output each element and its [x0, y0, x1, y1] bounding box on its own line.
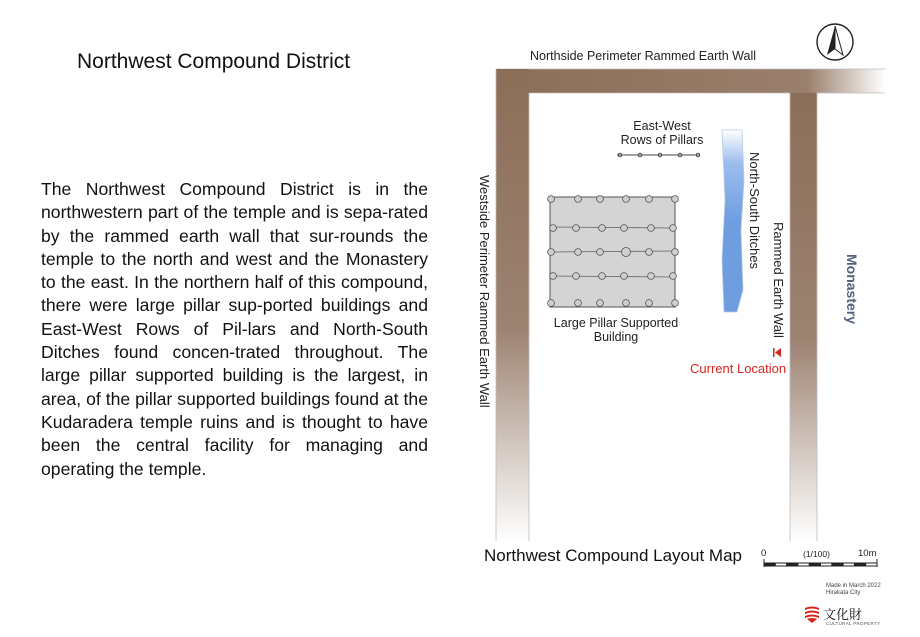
logo-text: 文化財 [823, 608, 863, 623]
east-wall-label: Rammed Earth Wall [771, 222, 786, 338]
pillar-mark [599, 225, 606, 232]
pillar-mark [575, 196, 582, 203]
pillar-mark [672, 196, 679, 203]
made-city: Hirakata City [826, 590, 861, 596]
pillar-mark [623, 300, 630, 307]
pillar-mark [648, 225, 655, 232]
building-label-line2: Building [593, 330, 639, 344]
scale-bar [764, 559, 877, 567]
scale-ratio: (1/100) [803, 549, 830, 559]
pillar-mark [621, 273, 628, 280]
scale-start: 0 [761, 548, 767, 559]
current-location-marker [773, 348, 781, 357]
building-label [546, 316, 686, 344]
east-west-pillar-rows [617, 153, 700, 157]
pillar-mark [548, 249, 555, 256]
pillar-mark [597, 196, 604, 203]
made-credit [826, 583, 881, 597]
rows-label [617, 119, 707, 147]
large-pillar-building [548, 196, 679, 307]
north-wall-label: Northside Perimeter Rammed Earth Wall [530, 49, 756, 63]
pillar-mark [573, 225, 580, 232]
pillar-mark [672, 249, 679, 256]
logo-subtext: CULTURAL PROPERTY [826, 621, 881, 626]
pillar-mark [646, 249, 653, 256]
pillar-mark [672, 300, 679, 307]
scale-end: 10m [858, 548, 877, 559]
north-arrow-icon [817, 24, 853, 60]
pillar-mark [646, 300, 653, 307]
pillar-mark [648, 273, 655, 280]
page-title: Northwest Compound District [77, 50, 351, 73]
pillar-mark [550, 273, 557, 280]
pillar-mark [597, 300, 604, 307]
pillar-mark [622, 248, 631, 257]
pillar-mark [550, 225, 557, 232]
made-date: Made in March 2022 [826, 583, 881, 589]
pillar-mark [670, 273, 677, 280]
pillar-mark [621, 225, 628, 232]
current-location-label: Current Location [690, 361, 787, 376]
north-south-ditch [722, 130, 744, 312]
description-text: The Northwest Compound District is in the northwestern part of the temple and is sepa-rated by the rammed earth wall that sur-rounds the temple to the north and west and the Monastery to the east. In the northern half of this compound, there were large pillar sup-ported buildings and East-West Rows of Pil-lars and North-South Ditches found concen-trated throughout. The large pillar supported building is the largest, in area, of the pillar supported buildings found at the Kudaradera temple ruins and is thought to have been the central facility for managing and operating the temple. [41, 179, 428, 479]
west-wall-label: Westside Perimeter Rammed Earth Wall [477, 175, 492, 408]
west-wall [496, 69, 529, 541]
pillar-mark [575, 249, 582, 256]
rows-label-line1: East-West [633, 119, 691, 133]
layout-map-title: Northwest Compound Layout Map [484, 546, 742, 565]
pillar-mark [623, 196, 630, 203]
building-label-line1: Large Pillar Supported [553, 316, 679, 330]
east-wall [790, 93, 817, 541]
pillar-mark [670, 225, 677, 232]
rows-label-line2: Rows of Pillars [620, 133, 704, 147]
monastery-label: Monastery [844, 254, 860, 325]
ditch-label: North-South Ditches [747, 152, 762, 270]
north-wall [496, 69, 885, 93]
pillar-mark [573, 273, 580, 280]
pillar-mark [597, 249, 604, 256]
pillar-mark [575, 300, 582, 307]
pillar-mark [646, 196, 653, 203]
cultural-property-logo-icon [804, 605, 820, 623]
pillar-mark [548, 196, 555, 203]
pillar-mark [548, 300, 555, 307]
pillar-mark [599, 273, 606, 280]
